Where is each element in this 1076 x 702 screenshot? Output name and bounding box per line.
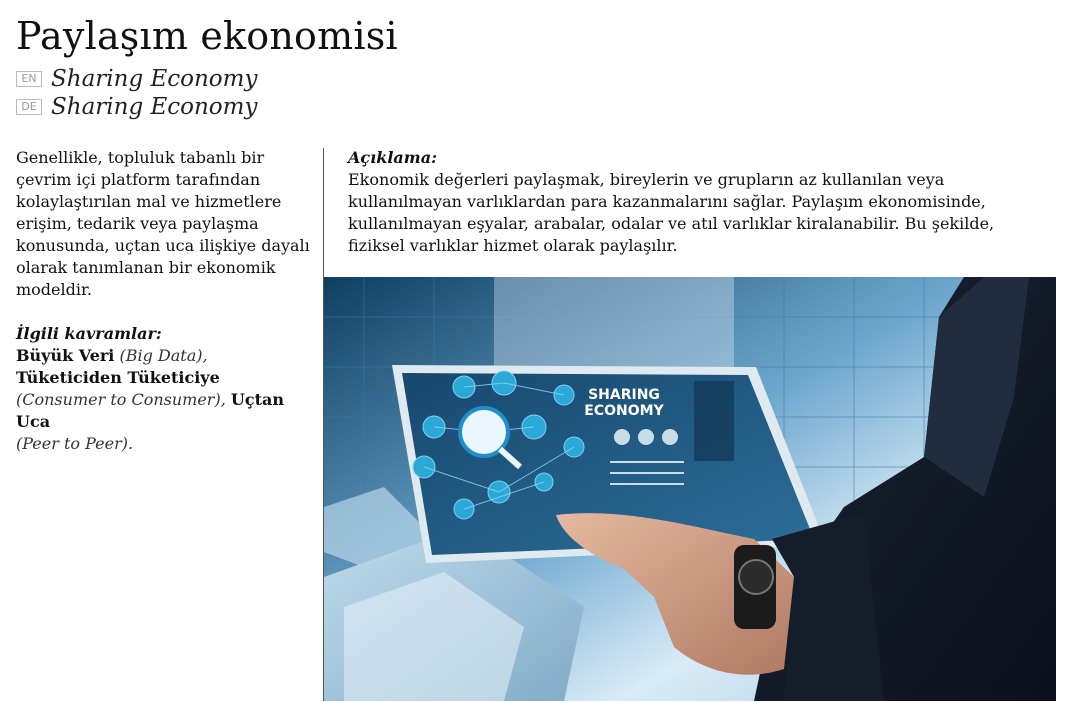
translation-text-en: Sharing Economy (51, 66, 258, 92)
related-item-tr: Uçtan Uca (16, 390, 284, 431)
related-item-en: (Consumer to Consumer), (16, 390, 226, 409)
right-column (348, 147, 1048, 257)
description-heading: Açıklama: (348, 148, 437, 167)
screen-text-line-1: SHARING (588, 387, 660, 403)
related-heading: İlgili kavramlar: (16, 324, 162, 343)
lang-tag-en: EN (16, 71, 42, 87)
related-item-tr: Tüketiciden Tüketiciye (16, 368, 220, 387)
screen-text-line-2: ECONOMY (584, 403, 664, 419)
left-column (16, 147, 312, 455)
translation-text-de: Sharing Economy (51, 94, 258, 120)
related-item-en: (Peer to Peer). (16, 434, 134, 453)
page-title: Paylaşım ekonomisi (16, 14, 398, 58)
related-item-en: (Big Data), (119, 346, 208, 365)
description-body: Ekonomik değerleri paylaşmak, bireylerin ve grupların az kullanılan veya kullanılmayan varlıklardan para kazanmalarını sağlar. Paylaşım ekonomisinde, kullanılmayan eşyalar, arabalar, odalar ve atıl varlıklar kiralanabilir. Bu şekilde, fiziksel varlıklar hizmet olarak paylaşılır. (348, 170, 995, 255)
related-item-tr: Büyük Veri (16, 346, 115, 365)
sharing-economy-photo (324, 277, 1056, 701)
definition-text: Genellikle, topluluk tabanlı bir çevrim içi platform tarafından kolaylaştırılan mal ve hizmetlere erişim, tedarik veya paylaşma konusunda, uçtan uca ilişkiye dayalı olarak tanımlanan bir ekonomik modeldir. (16, 148, 310, 299)
translation-en (16, 66, 257, 92)
related-list (16, 345, 312, 455)
translation-de (16, 94, 257, 120)
lang-tag-de: DE (16, 99, 42, 115)
